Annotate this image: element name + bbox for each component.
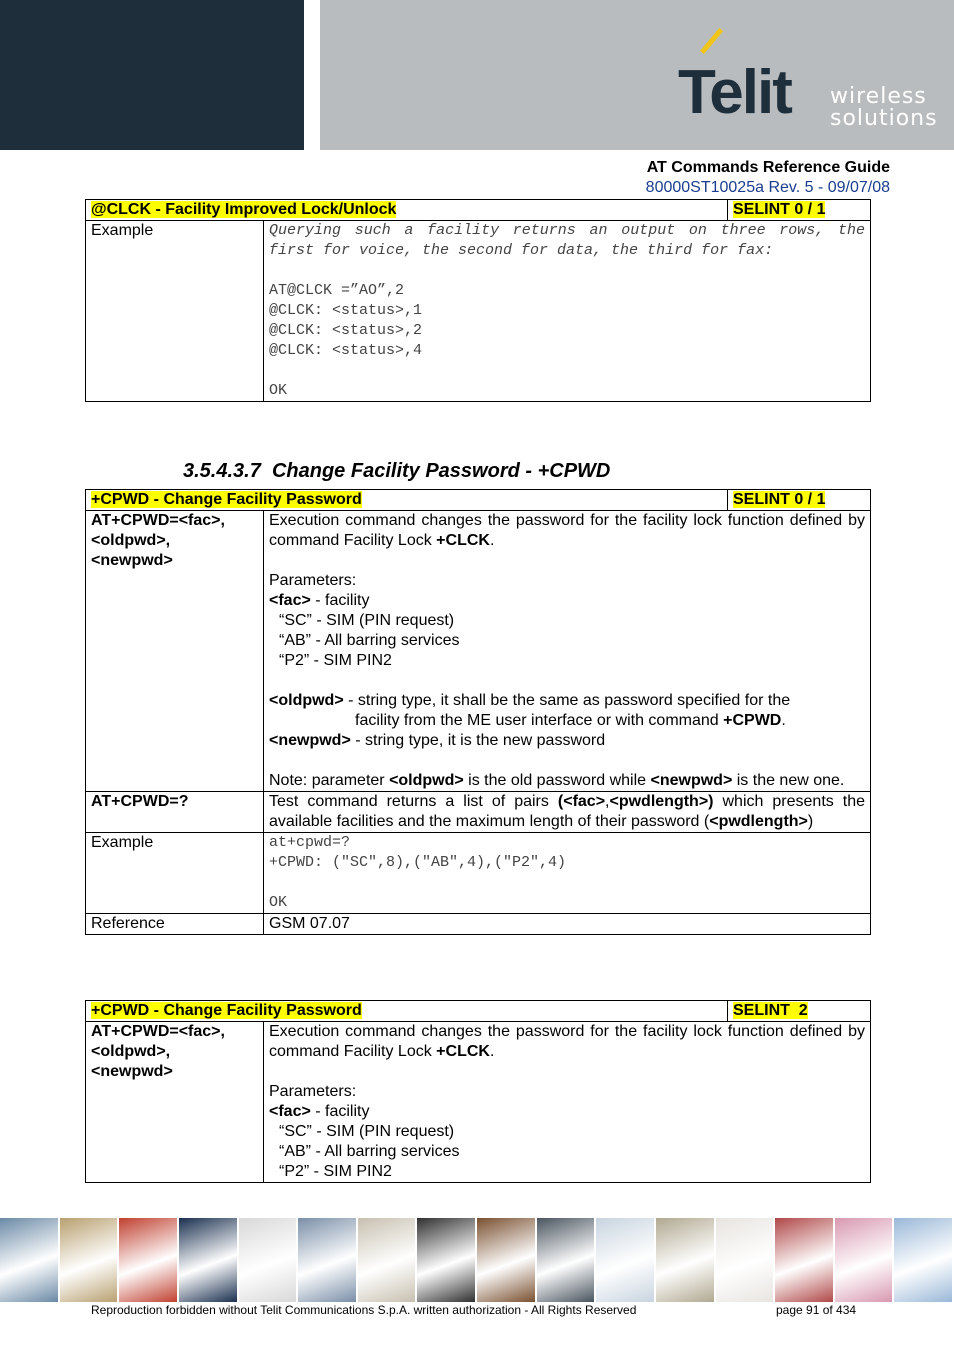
row-label: Example xyxy=(86,221,264,402)
selint-badge: SELINT 0 / 1 xyxy=(733,201,826,218)
param-oldpwd-cont: facility from the ME user interface or with command +CPWD. xyxy=(355,712,786,729)
section-title: Change Facility Password - +CPWD xyxy=(271,460,611,482)
code-ok: OK xyxy=(269,894,288,911)
footer-photo xyxy=(298,1218,356,1302)
guide-title: AT Commands Reference Guide xyxy=(646,159,890,176)
footer-photo xyxy=(179,1218,237,1302)
footer-photo xyxy=(775,1218,833,1302)
footer-photo xyxy=(358,1218,416,1302)
table-title: +CPWD - Change Facility Password xyxy=(91,1002,362,1019)
example-intro: Querying such a facility returns an output on three rows, the first for voice, the second for data, the third for fax: xyxy=(269,222,865,259)
row-label: Reference xyxy=(86,914,264,935)
table-title: @CLCK - Facility Improved Lock/Unlock xyxy=(91,201,397,218)
fac-option: “AB” - All barring services xyxy=(279,1143,460,1160)
reference-value: GSM 07.07 xyxy=(264,914,871,935)
section-number: 3.5.4.3.7 xyxy=(183,460,261,482)
footer-photo xyxy=(0,1218,58,1302)
code-line: @CLCK: <status>,2 xyxy=(269,322,423,339)
code-line: AT@CLCK =”AO”,2 xyxy=(269,282,405,299)
exec-description: Execution command changes the password for the facility lock function defined by command Facility Lock +CLCK. xyxy=(269,1023,865,1060)
footer-photo xyxy=(596,1218,654,1302)
cpwd-table-1 xyxy=(85,489,871,935)
code-ok: OK xyxy=(269,382,288,399)
row-label: Example xyxy=(86,833,264,914)
footer-photo xyxy=(835,1218,893,1302)
clck-table xyxy=(85,199,871,402)
cpwd-table-2 xyxy=(85,1000,871,1183)
logo-tagline-2: solutions xyxy=(830,106,938,131)
footer-photo xyxy=(716,1218,774,1302)
note: Note: parameter <oldpwd> is the old password while <newpwd> is the new one. xyxy=(269,772,845,789)
telit-logo xyxy=(676,48,936,134)
code-line: +CPWD: ("SC",8),("AB",4),("P2",4) xyxy=(269,854,567,871)
table-title: +CPWD - Change Facility Password xyxy=(91,491,362,508)
code-line: @CLCK: <status>,4 xyxy=(269,342,423,359)
logo-wordmark: Telit xyxy=(678,58,791,127)
param-fac: <fac> - facility xyxy=(269,1103,370,1120)
footer-photo xyxy=(537,1218,595,1302)
param-oldpwd: <oldpwd> - string type, it shall be the same as password specified for the xyxy=(269,692,791,709)
params-label: Parameters: xyxy=(269,1083,357,1100)
test-command: AT+CPWD=? xyxy=(86,792,264,833)
exec-command: AT+CPWD=<fac>, <oldpwd>, <newpwd> xyxy=(86,1022,264,1183)
footer-photo xyxy=(239,1218,297,1302)
footer-photo xyxy=(656,1218,714,1302)
page-number: page 91 of 434 xyxy=(776,1303,857,1317)
revision: 80000ST10025a Rev. 5 - 09/07/08 xyxy=(645,179,890,196)
footer-photo xyxy=(60,1218,118,1302)
fac-option: “SC” - SIM (PIN request) xyxy=(279,1123,455,1140)
logo-tagline-1: wireless xyxy=(830,84,927,109)
selint-badge: SELINT 0 / 1 xyxy=(733,491,826,508)
exec-command: AT+CPWD=<fac>, <oldpwd>, <newpwd> xyxy=(86,511,264,792)
section-heading xyxy=(183,460,610,483)
footer-photo xyxy=(119,1218,177,1302)
header-dark-panel xyxy=(0,0,304,150)
footer-photo xyxy=(477,1218,535,1302)
params-label: Parameters: xyxy=(269,572,357,589)
fac-option: “AB” - All barring services xyxy=(279,632,460,649)
param-newpwd: <newpwd> - string type, it is the new password xyxy=(269,732,606,749)
fac-option: “P2” - SIM PIN2 xyxy=(279,652,392,669)
code-line: @CLCK: <status>,1 xyxy=(269,302,423,319)
fac-option: “P2” - SIM PIN2 xyxy=(279,1163,392,1180)
fac-option: “SC” - SIM (PIN request) xyxy=(279,612,455,629)
selint-badge: SELINT 2 xyxy=(733,1002,808,1019)
test-description: Test command returns a list of pairs (<fac>,<pwdlength>) which presents the available facilities and the maximum length of their password (<pwdlength>) xyxy=(264,792,871,833)
param-fac: <fac> - facility xyxy=(269,592,370,609)
footer-photo xyxy=(894,1218,952,1302)
exec-description: Execution command changes the password for the facility lock function defined by command Facility Lock +CLCK. xyxy=(269,512,865,549)
footer-photo xyxy=(417,1218,475,1302)
code-line: at+cpwd=? xyxy=(269,834,351,851)
footer-photo-strip xyxy=(0,1218,954,1302)
footer-notice: Reproduction forbidden without Telit Communications S.p.A. written authorization - All Rights Reserved xyxy=(91,1303,637,1317)
